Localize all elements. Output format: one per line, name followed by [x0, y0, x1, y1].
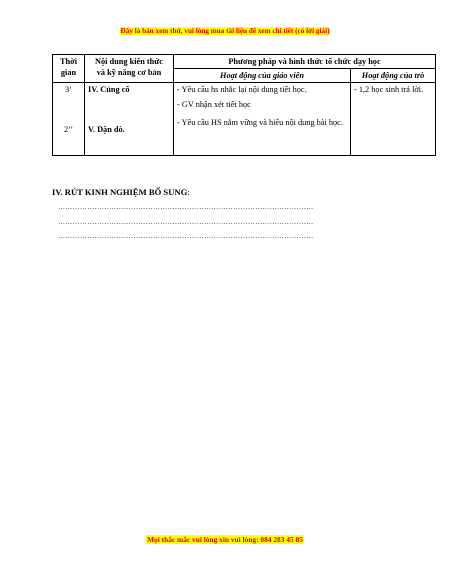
header-time: Thời gian: [53, 55, 85, 83]
student-activity-cell: [351, 83, 436, 156]
contact-banner: [0, 535, 450, 544]
teacher-activity-cell: [174, 83, 351, 156]
teacher-activity-text: - Yêu cầu hs nhắc lại nội dung tiết học.: [177, 85, 307, 95]
preview-notice-banner: [0, 27, 450, 35]
header-student-activity: Hoạt động của trò: [351, 69, 436, 83]
row-content-cell: [85, 83, 174, 156]
notes-dotted-line: ……………………………………………………………………………………………: [58, 218, 314, 226]
table-header-row: [53, 55, 436, 69]
lesson-plan-table: [52, 54, 436, 156]
row-time: 2’’: [63, 124, 74, 134]
section-title: IV. RÚT KINH NGHIỆM BỔ SUNG:: [52, 187, 190, 197]
row-content: V. Dặn dò.: [88, 124, 125, 134]
row-time: 3’: [65, 85, 72, 95]
teacher-activity-text: - Yêu cầu HS nắm vững và hiểu nội dung bài học.: [177, 117, 343, 127]
row-content: IV. Củng cố: [88, 85, 130, 95]
header-method: Phương pháp và hình thức tổ chức dạy học: [174, 55, 436, 69]
preview-notice-text: Đây là bản xem thử, vui lòng mua tài liệu để xem chi tiết (có lời giải): [120, 27, 330, 35]
teacher-activity-text: - GV nhận xét tiết học: [177, 99, 251, 109]
table-row: [53, 83, 436, 156]
header-teacher-activity: Hoạt động của giáo viên: [174, 69, 351, 83]
notes-dotted-line: ……………………………………………………………………………………………: [58, 232, 314, 240]
student-activity-text: - 1,2 học sinh trả lời.: [354, 85, 424, 95]
row-time-cell: [53, 83, 85, 156]
contact-text: Mọi thắc mắc vui lòng xin vui lòng: 084 283 45 85: [147, 535, 303, 544]
header-content: Nội dung kiến thức và kỹ năng cơ bản: [85, 55, 174, 83]
notes-dotted-line: ……………………………………………………………………………………………: [58, 203, 314, 211]
